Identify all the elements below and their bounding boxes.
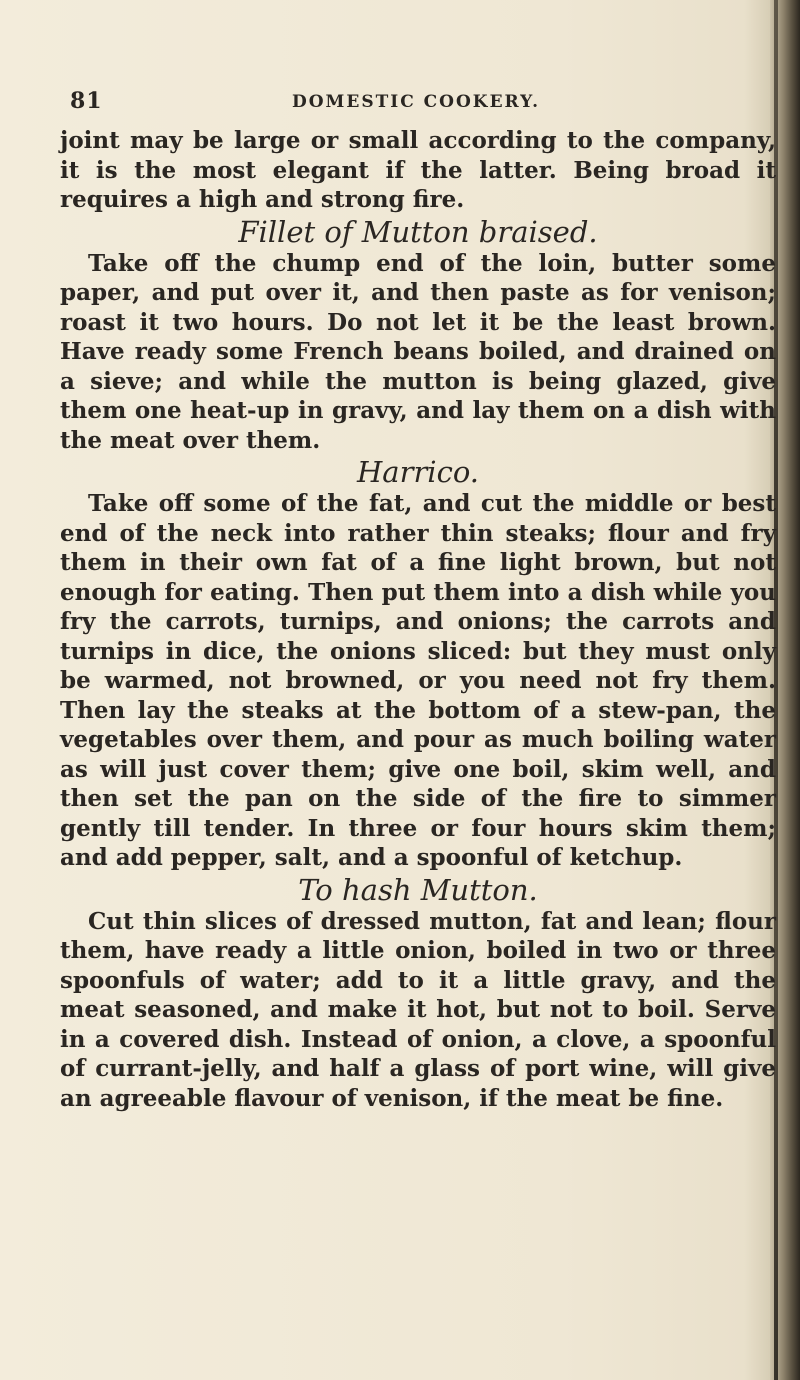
recipe-title: Fillet of Mutton braised. (238, 214, 598, 249)
recipe-body: Take off the chump end of the loin, butter some paper, and put over it, and then paste as for venison; roast it two hours. Do not let it be the least brown. Have ready some French beans boiled, and drained on a sieve; and while the mutton is being glazed, give them one heat-up in gravy, and lay them on a dish with the meat over them. (60, 249, 776, 454)
opening-paragraph: joint may be large or small according to the company, it is the most elegant if the latter. Being broad it requires a high and strong fire. (60, 127, 776, 213)
recipe-harrico (60, 455, 776, 873)
page-number: 81 (70, 88, 103, 114)
page-content (60, 126, 776, 1113)
running-head: DOMESTIC COOKERY. (292, 92, 541, 112)
recipe-hash-mutton (60, 873, 776, 1114)
recipe-body: Cut thin slices of dressed mutton, fat and lean; flour them, have ready a little onion, boiled in two or three spoonfuls of water; add to it a little gravy, and the meat seasoned, and make it hot, but not to boil. Serve in a covered dish. Instead of onion, a clove, a spoonful of currant-jelly, and half a glass of port wine, will give an agreeable flavour of venison, if the meat be fine. (60, 907, 776, 1112)
recipe-fillet-of-mutton (60, 215, 776, 456)
recipe-body: Take off some of the fat, and cut the middle or best end of the neck into rather thin steaks; flour and fry them in their own fat of a fine light brown, but not enough for eating. Then put them into a dish while you fry the carrots, turnips, and onions; the carrots and turnips in dice, the onions sliced: but they must only be warmed, not browned, or you need not fry them. Then lay the steaks at the bottom of a stew-pan, the vegetables over them, and pour as much boiling water as will just cover them; give one boil, skim well, and then set the pan on the side of the fire to simmer gently till tender. In three or four hours skim them; and add pepper, salt, and a spoonful of ketchup. (60, 490, 776, 871)
page-header (60, 88, 760, 118)
recipe-title: Harrico. (357, 455, 479, 489)
recipe-title: To hash Mutton. (298, 872, 538, 907)
